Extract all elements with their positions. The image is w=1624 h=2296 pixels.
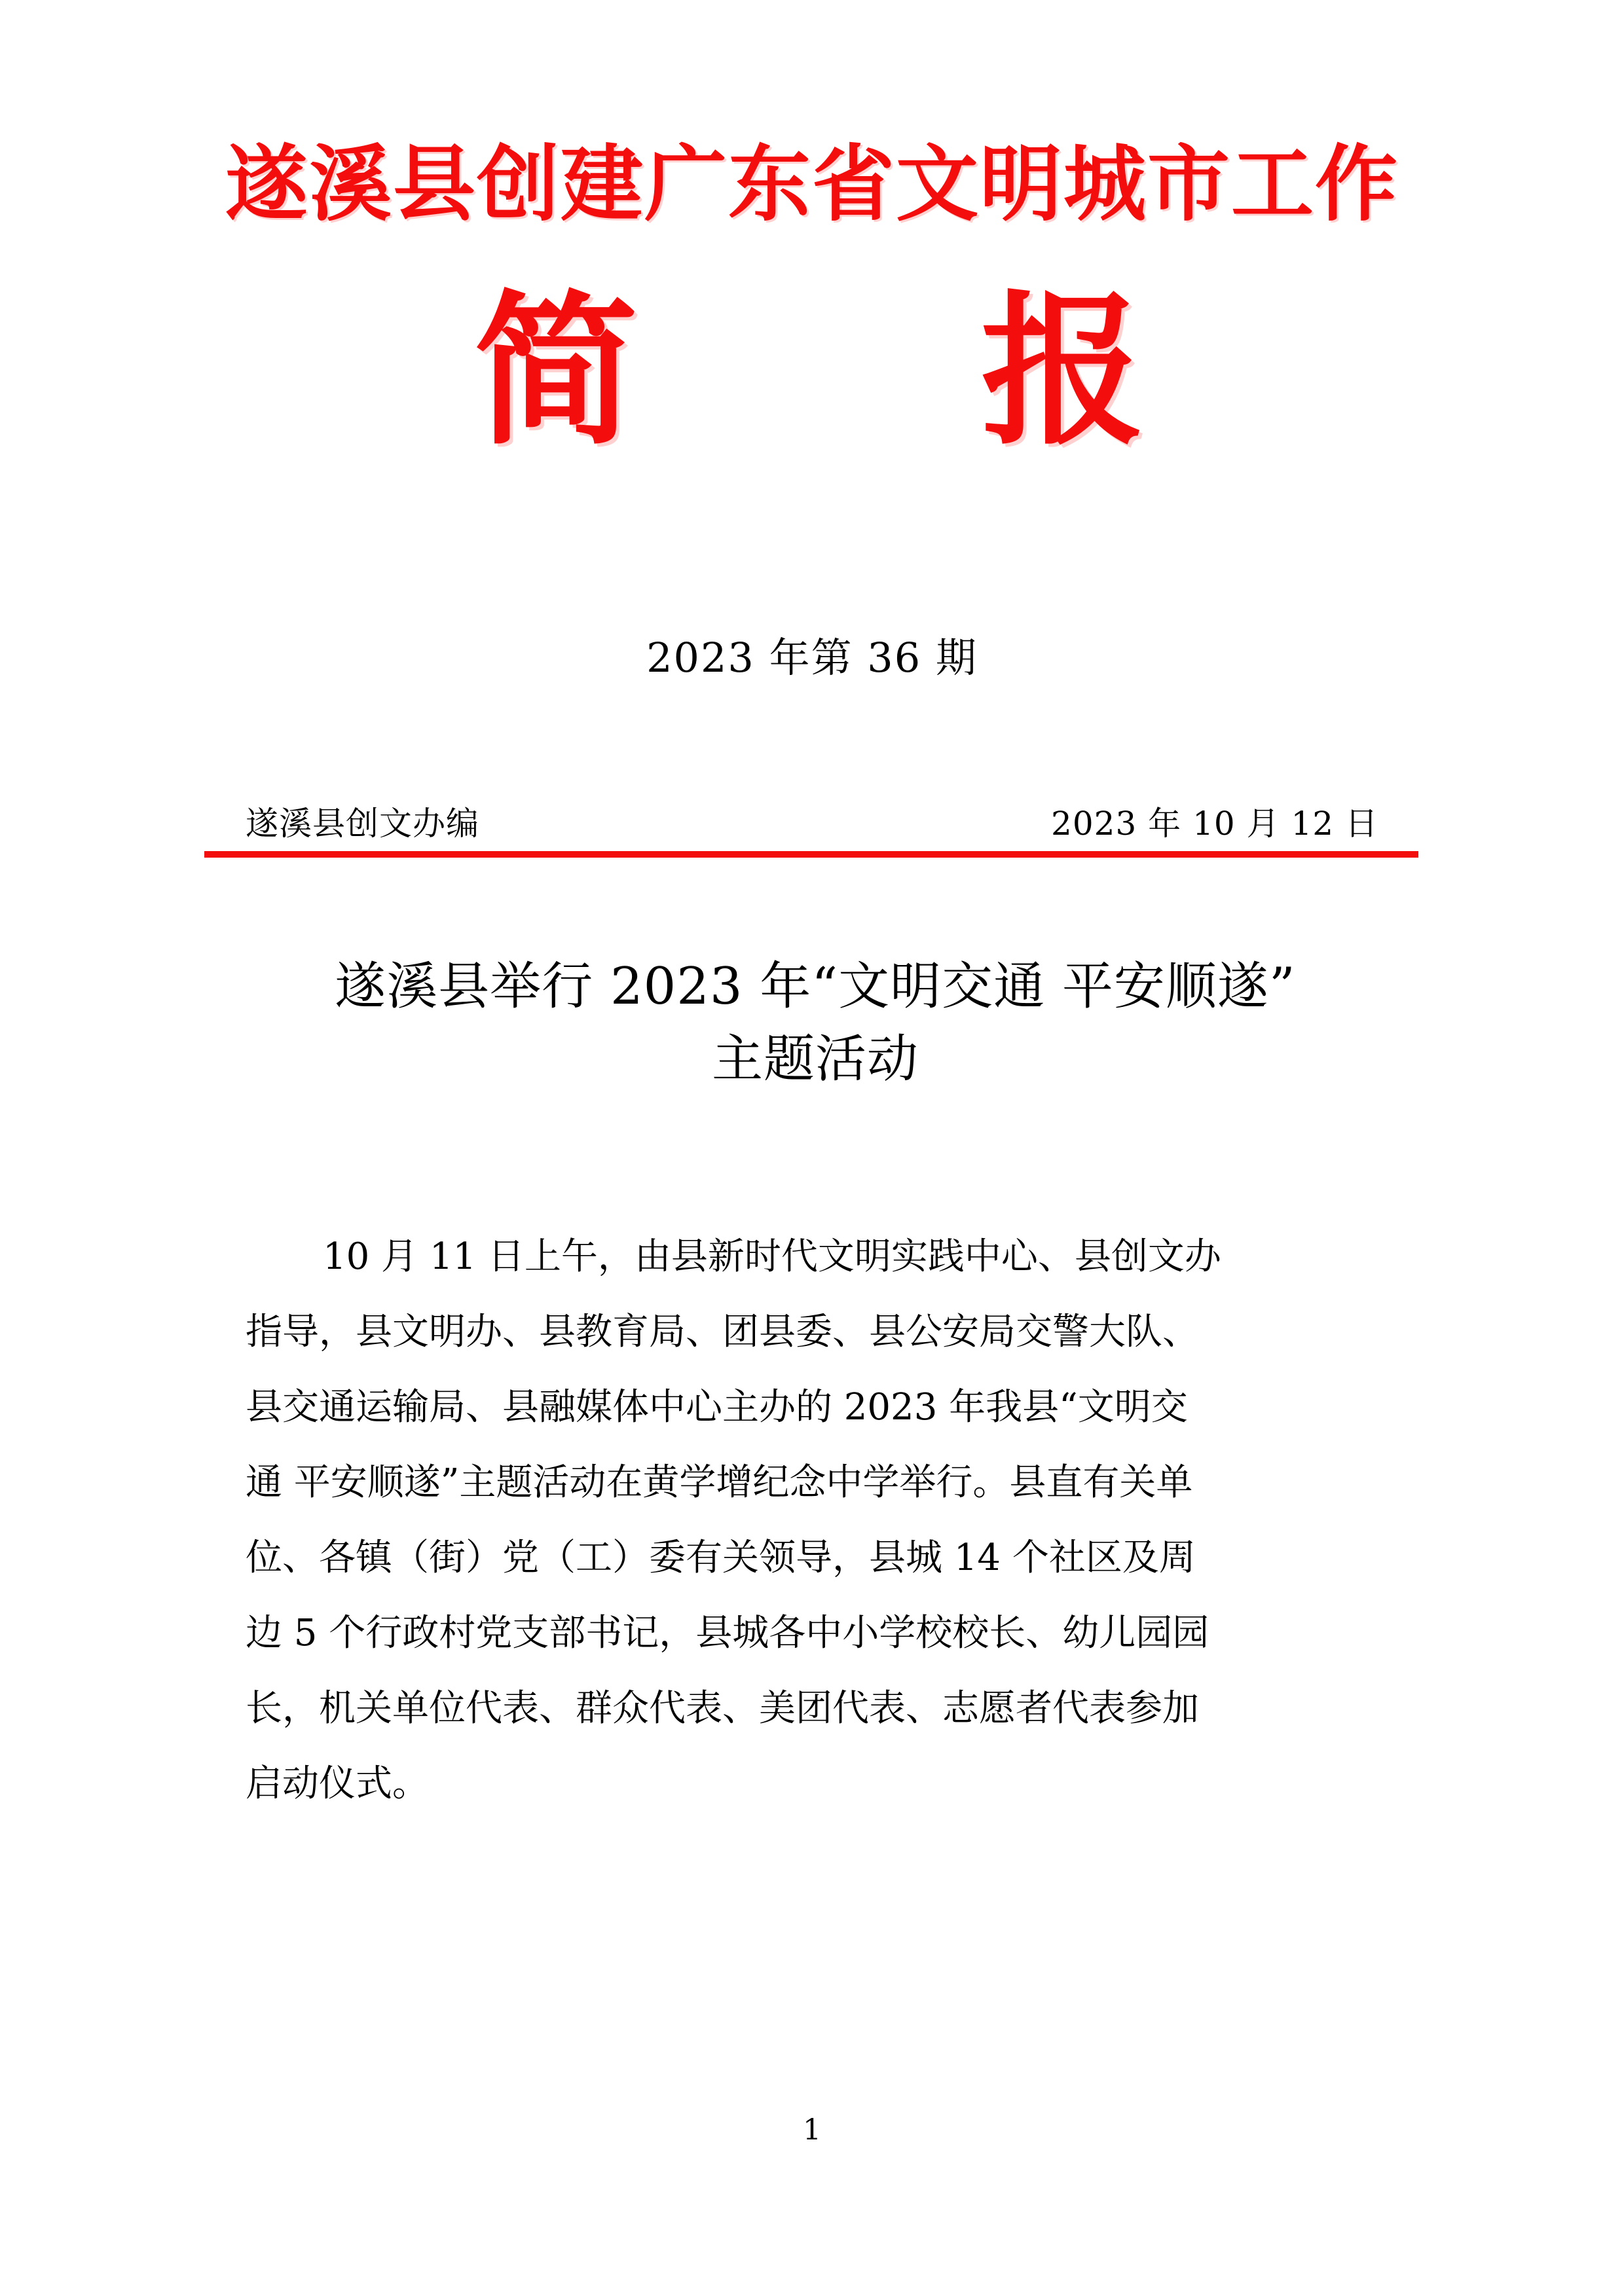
body-line: 长，机关单位代表、群众代表、美团代表、志愿者代表参加 bbox=[246, 1687, 1199, 1730]
issue-number: 2023 年第 36 期 bbox=[646, 634, 978, 682]
body-line: 通 平安顺遂”主题活动在黄学增纪念中学举行。县直有关单 bbox=[246, 1461, 1193, 1504]
publication-name: 简 报 bbox=[474, 276, 1150, 467]
article-title bbox=[216, 951, 1414, 1096]
body-line: 10 月 11 日上午，由县新时代文明实践中心、县创文办 bbox=[323, 1235, 1221, 1278]
article-title-line-1: 遂溪县举行 2023 年“文明交通 平安顺遂” bbox=[335, 957, 1296, 1016]
body-line: 指导，县文明办、县教育局、团县委、县公安局交警大队、 bbox=[246, 1311, 1199, 1353]
body-line: 县交通运输局、县融媒体中心主办的 2023 年我县“文明交 bbox=[246, 1386, 1188, 1429]
publish-date: 2023 年 10 月 12 日 bbox=[1051, 805, 1378, 843]
editor-label: 遂溪县创文办编 bbox=[246, 805, 479, 843]
masthead-organization-line: 遂溪县创建广东省文明城市工作 bbox=[225, 136, 1399, 232]
masthead bbox=[0, 136, 1624, 234]
article-title-line-2: 主题活动 bbox=[711, 1029, 919, 1089]
masthead-red-rule bbox=[204, 851, 1418, 858]
article-body bbox=[246, 1219, 1385, 1821]
body-line: 位、各镇（街）党（工）委有关领导，县城 14 个社区及周 bbox=[246, 1537, 1196, 1579]
body-line: 边 5 个行政村党支部书记，县城各中小学校校长、幼儿园园 bbox=[246, 1612, 1209, 1654]
body-line: 启动仪式。 bbox=[246, 1762, 429, 1805]
page-number: 1 bbox=[803, 2113, 821, 2147]
masthead-meta-row bbox=[246, 797, 1378, 845]
article-paragraph bbox=[246, 1219, 1385, 1821]
